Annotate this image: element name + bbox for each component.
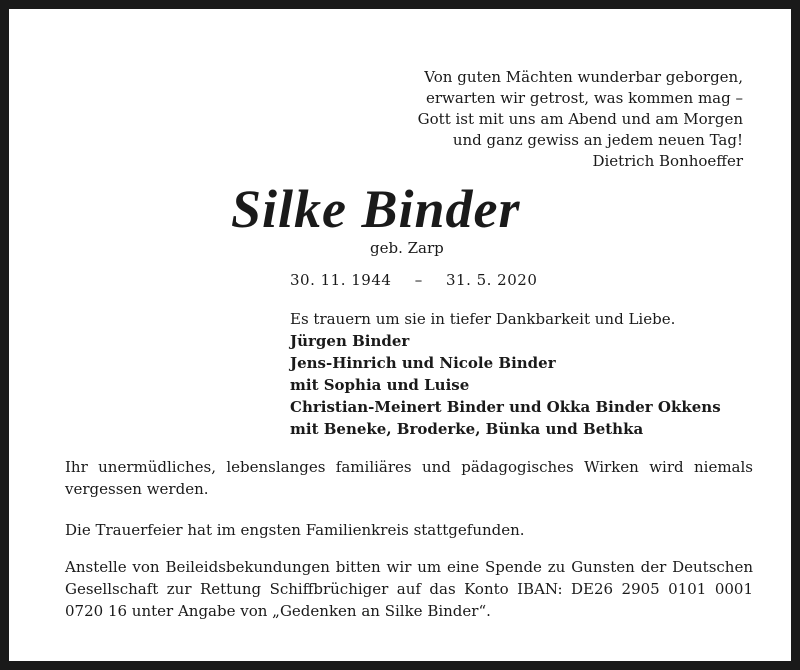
- mourner-name: mit Beneke, Broderke, Bünka und Bethka: [290, 420, 644, 438]
- funeral-notice-paragraph: Die Trauerfeier hat im engsten Familienkreis stattgefunden.: [65, 521, 525, 539]
- quote-line: und ganz gewiss an jedem neuen Tag!: [452, 131, 743, 149]
- date-separator: –: [414, 271, 423, 289]
- mourner-name: mit Sophia und Luise: [290, 376, 470, 394]
- tribute-paragraph: Ihr unermüdliches, lebenslanges familiäres und pädagogisches Wirken wird niemals vergessen werden.: [65, 458, 753, 498]
- birth-date: 30. 11. 1944: [290, 271, 392, 289]
- deceased-name: Silke Binder: [231, 179, 521, 239]
- mourners-block: [290, 308, 721, 440]
- death-date: 31. 5. 2020: [445, 271, 538, 289]
- bonhoeffer-quote: [418, 67, 743, 172]
- maiden-name: geb. Zarp: [370, 239, 444, 257]
- life-dates: [290, 270, 537, 290]
- mourner-name: Christian-Meinert Binder und Okka Binder Okkens: [290, 398, 721, 416]
- quote-line: Gott ist mit uns am Abend und am Morgen: [417, 110, 743, 128]
- quote-line: Von guten Mächten wunderbar geborgen,: [424, 68, 743, 86]
- mourner-name: Jens-Hinrich und Nicole Binder: [290, 354, 556, 372]
- quote-author: Dietrich Bonhoeffer: [592, 152, 743, 170]
- quote-line: erwarten wir getrost, was kommen mag –: [425, 89, 743, 107]
- mourners-intro: Es trauern um sie in tiefer Dankbarkeit und Liebe.: [290, 310, 676, 328]
- mourner-name: Jürgen Binder: [290, 332, 410, 350]
- donation-paragraph: Anstelle von Beileidsbekundungen bitten wir um eine Spende zu Gunsten der Deutschen Gesellschaft zur Rettung Schiffbrüchiger auf das Konto IBAN: DE26 2905 0101 0001 0720 16 unter Angabe von „Gedenken an Silke Binder“.: [65, 558, 753, 620]
